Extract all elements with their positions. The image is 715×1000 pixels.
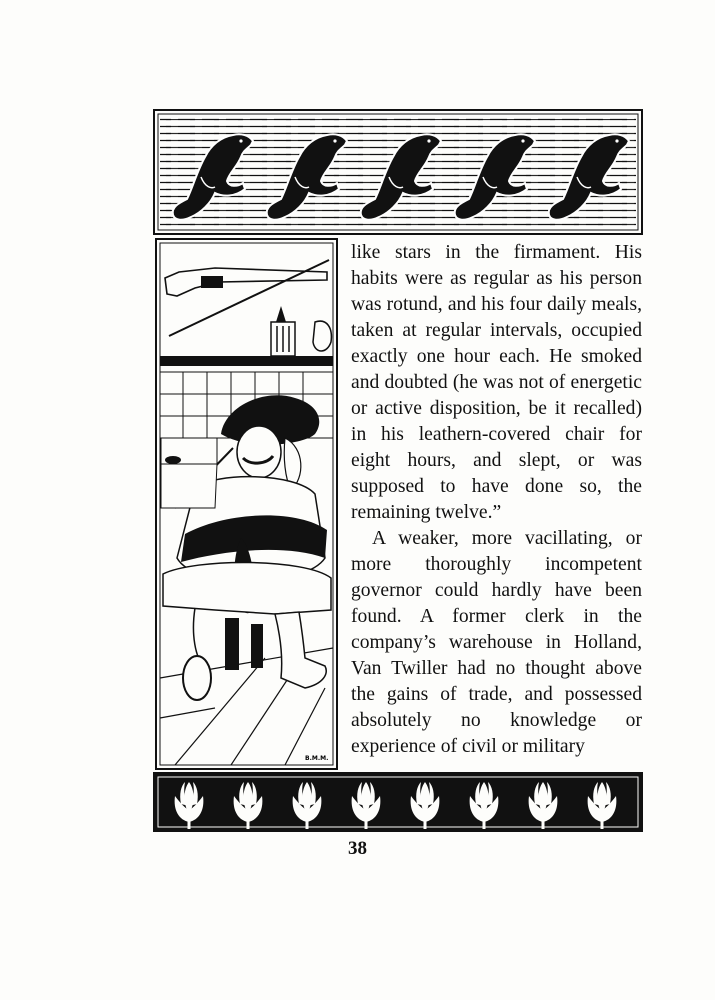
body-text-column [351, 240, 642, 760]
paragraph-1: like stars in the firmament. His habits were as regular as his person was rotund, and his four daily meals, taken at regular intervals, occupied exactly one hour each. He smoked and doubted (he was not of energetic or active disposition, be it recalled) in his leathern-covered chair for eight hours, and slept, or was supposed to have done so, the remaining twelve.” [351, 242, 642, 523]
tulip-frieze [153, 772, 643, 832]
beaver-frieze [153, 109, 643, 235]
page-number: 38 [348, 838, 367, 859]
paragraph-2: A weaker, more vacillating, or more thoroughly incompetent governor could hardly have been found. A former clerk in the company’s warehouse in Holland, Van Twiller had no thought above the gains of trade, and possessed absolutely no knowledge or experience of civil or military [351, 528, 642, 757]
artist-signature: B.M.M. [305, 755, 329, 762]
shelf [160, 356, 333, 366]
side-table [161, 438, 217, 508]
jug-icon [313, 321, 331, 351]
sleeping-governor-illustration [155, 238, 338, 770]
